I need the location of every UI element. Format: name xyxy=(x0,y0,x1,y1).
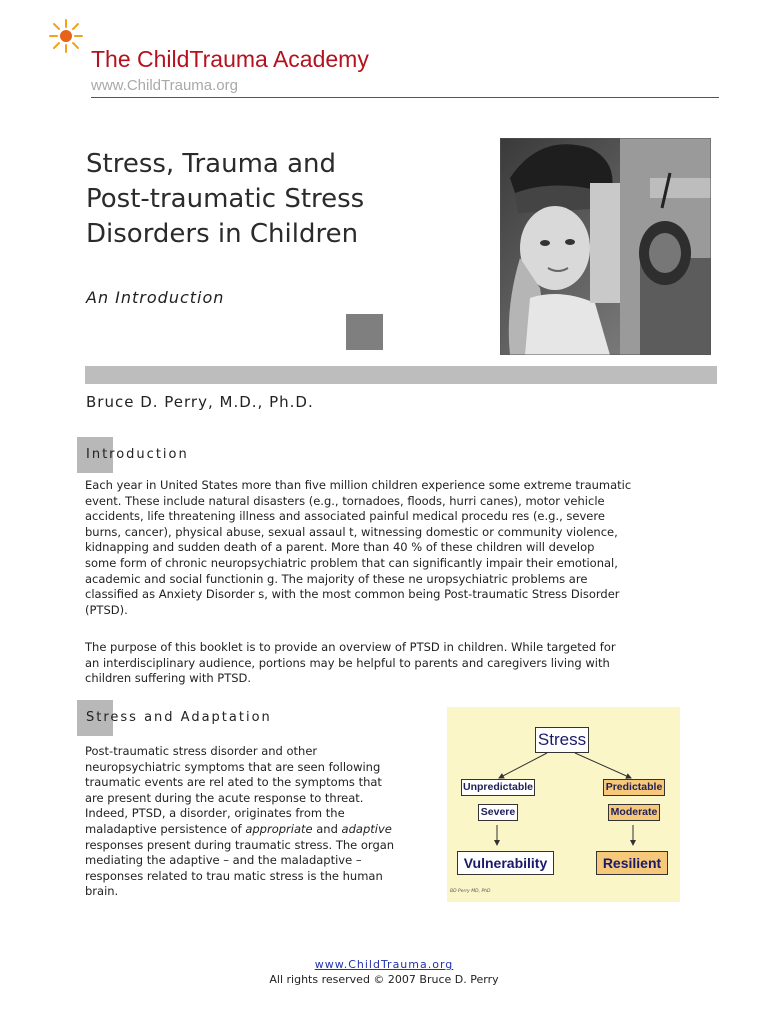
diagram-node-predictable: Predictable xyxy=(603,779,665,796)
text-line: are present during the acute response to threat. xyxy=(85,790,364,805)
text-run: and xyxy=(312,821,342,836)
emphasis-appropriate: appropriate xyxy=(245,821,313,836)
text-line: Indeed, PTSD, a disorder, originates from the xyxy=(85,806,345,821)
text-line: accidents, life threatening illness and associated painful medical procedu res (e.g., severe xyxy=(85,509,605,524)
cover-photo xyxy=(500,138,711,355)
header-divider xyxy=(91,97,719,98)
text-line: Each year in United States more than five million children experience some extreme traumatic xyxy=(85,478,632,492)
brand-title: The ChildTrauma Academy xyxy=(91,46,369,72)
diagram-node-stress: Stress xyxy=(535,727,589,753)
diagram-credit: BD Perry MD, PhD xyxy=(450,889,491,894)
footer-copyright: All rights reserved © 2007 Bruce D. Perry xyxy=(269,973,499,986)
intro-paragraph-1 xyxy=(85,478,685,618)
text-line: responses related to trau matic stress is the human xyxy=(85,868,383,883)
text-line: Post-traumatic stress disorder and other xyxy=(85,744,318,758)
brand-url[interactable]: www.ChildTrauma.org xyxy=(91,77,238,94)
diagram-node-vulnerability: Vulnerability xyxy=(457,851,554,875)
text-line: (PTSD). xyxy=(85,602,128,617)
stress-paragraph xyxy=(85,744,430,900)
diagram-node-moderate: Moderate xyxy=(608,804,660,821)
sun-logo-icon xyxy=(48,18,84,54)
title-band xyxy=(85,366,717,384)
diagram-node-unpredictable: Unpredictable xyxy=(461,779,535,796)
arrow-stress-to-unpredictable xyxy=(499,753,547,778)
stress-diagram xyxy=(447,707,680,902)
title-line: Stress, Trauma and xyxy=(86,149,337,179)
footer-link[interactable]: www.ChildTrauma.org xyxy=(314,958,454,971)
text-line: classified as Anxiety Disorder s, with the most common being Post-traumatic Stress Disorder xyxy=(85,587,620,602)
text-line: traumatic events are rel ated to the symptoms that xyxy=(85,775,382,790)
title-line: Disorders in Children xyxy=(86,219,359,249)
text-line: kidnapping and sudden death of a parent. More than 40 % of these children will develop xyxy=(85,540,595,555)
text-line: an interdisciplinary audience, portions may be helpful to parents and caregivers living with xyxy=(85,655,610,670)
text-line xyxy=(85,822,430,838)
section-heading-introduction: Introduction xyxy=(86,447,189,462)
document-subtitle: An Introduction xyxy=(86,288,225,307)
text-line: The purpose of this booklet is to provide an overview of PTSD in children. While targeted for xyxy=(85,640,616,654)
text-line: children suffering with PTSD. xyxy=(85,671,252,686)
text-line: burns, cancer), physical abuse, sexual assaul t, witnessing domestic or community violence, xyxy=(85,524,618,539)
text-line: mediating the adaptive – and the maladaptive – xyxy=(85,853,362,868)
document-title xyxy=(86,147,486,252)
text-line: event. These include natural disasters (e.g., tornadoes, floods, hurri canes), motor vehicle xyxy=(85,493,605,508)
intro-paragraph-2 xyxy=(85,640,685,687)
emphasis-adaptive: adaptive xyxy=(341,821,392,836)
title-line: Post-traumatic Stress xyxy=(86,184,365,214)
text-run: maladaptive persistence of xyxy=(85,821,246,836)
diagram-node-resilient: Resilient xyxy=(596,851,668,875)
section-heading-stress: Stress and Adaptation xyxy=(86,710,272,725)
decorative-square xyxy=(346,314,383,350)
text-line: academic and social functionin g. The majority of these ne uropsychiatric problems are xyxy=(85,571,588,586)
diagram-node-severe: Severe xyxy=(478,804,518,821)
text-line: some form of chronic neuropsychiatric problem that can significantly impair their emotional, xyxy=(85,555,618,570)
text-line: neuropsychiatric symptoms that are seen following xyxy=(85,759,381,774)
arrow-stress-to-predictable xyxy=(575,753,631,778)
author: Bruce D. Perry, M.D., Ph.D. xyxy=(86,393,314,411)
text-line: brain. xyxy=(85,884,119,899)
text-line: responses present during traumatic stress. The organ xyxy=(85,837,395,852)
